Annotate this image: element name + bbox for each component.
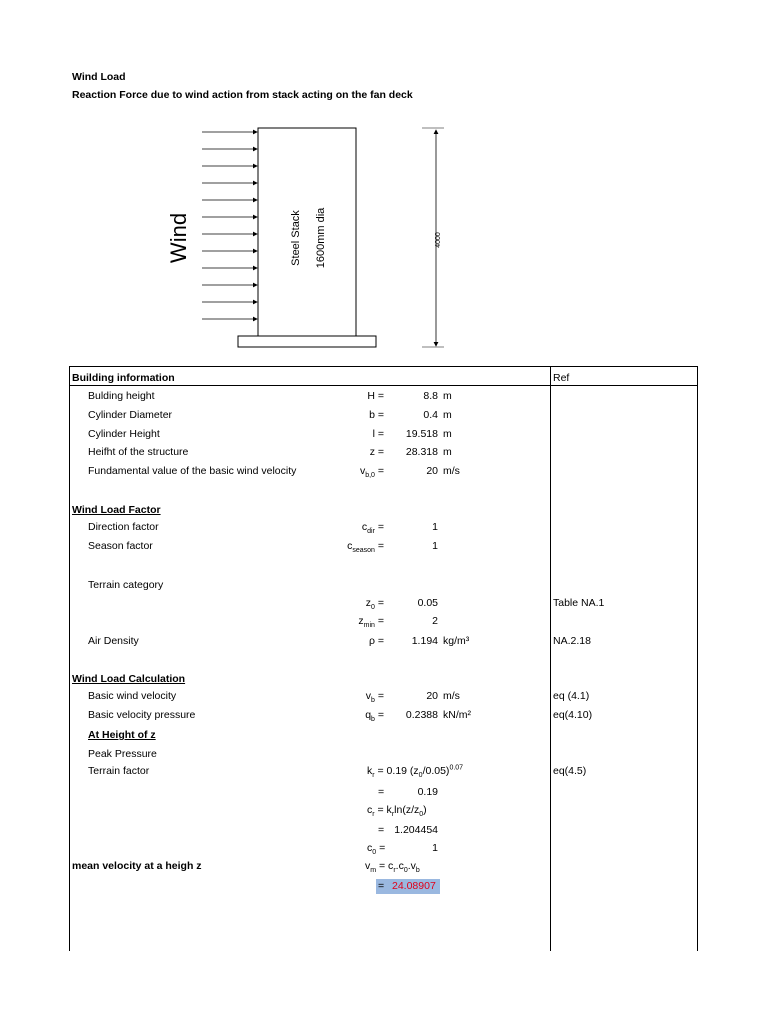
formula-cr: $c_r = k_r\ln(z/z_0)$ <box>367 804 427 819</box>
ref-air-density: NA.2.18 <box>553 635 591 647</box>
sym-l: l = <box>372 428 384 440</box>
label-building-height: Bulding height <box>88 390 155 402</box>
table-left-border <box>69 366 70 951</box>
stack-diagram <box>140 112 456 356</box>
page-title: Wind Load <box>72 71 126 83</box>
unit-building-height: m <box>443 390 452 402</box>
subsection-at-height-z: At Height of z <box>88 729 156 741</box>
label-mean-velocity: mean velocity at a heigh z <box>72 860 202 872</box>
stack-body <box>258 128 356 336</box>
wind-label: Wind <box>166 212 191 264</box>
unit-vb0: m/s <box>443 465 460 477</box>
sym-vb0: $v_{b,0}$ = <box>359 465 384 480</box>
value-vb: 20 <box>426 690 438 702</box>
stack-base <box>238 336 376 347</box>
section-wind-load-factor: Wind Load Factor <box>72 504 161 516</box>
unit-cylinder-height: m <box>443 428 452 440</box>
value-zmin: 2 <box>432 615 438 627</box>
ref-kr: eq(4.5) <box>553 765 587 777</box>
label-direction-factor: Direction factor <box>88 521 159 533</box>
label-terrain-factor: Terrain factor <box>88 765 150 777</box>
wind-arrows <box>202 132 257 319</box>
label-structure-height: Heifht of the structure <box>88 446 189 458</box>
value-cr: 1.204454 <box>394 824 438 836</box>
stack-diagram-svg <box>140 112 456 356</box>
sym-z: z = <box>369 446 384 458</box>
sym-z0: $z_0$ = <box>365 597 384 612</box>
value-cdir: 1 <box>432 521 438 533</box>
sym-rho: ρ = <box>368 635 384 647</box>
ref-column-header: Ref <box>553 372 570 384</box>
unit-structure-height: m <box>443 446 452 458</box>
sym-H: H = <box>367 390 384 402</box>
stack-diameter-label: 1600mm dia <box>315 207 327 269</box>
eq-sign-kr: = <box>378 786 385 798</box>
value-c0: 1 <box>432 842 438 854</box>
value-air-density: 1.194 <box>411 635 438 647</box>
value-cseason: 1 <box>432 540 438 552</box>
table-header-border <box>69 385 698 386</box>
label-terrain-category: Terrain category <box>88 579 164 591</box>
unit-vb: m/s <box>443 690 460 702</box>
section-building-information: Building information <box>72 372 175 384</box>
unit-air-density: kg/m³ <box>443 635 470 647</box>
sym-cseason: $c_{season}$ = <box>347 540 384 555</box>
label-basic-velocity-pressure: Basic velocity pressure <box>88 709 196 721</box>
value-z0: 0.05 <box>417 597 438 609</box>
ref-vb: eq (4.1) <box>553 690 590 702</box>
value-vm: 24.08907 <box>392 880 436 892</box>
value-kr: 0.19 <box>417 786 438 798</box>
label-cylinder-height: Cylinder Height <box>88 428 160 440</box>
sym-vb: $v_b$ = <box>365 690 384 705</box>
table-top-border <box>69 366 698 367</box>
sym-b: b = <box>369 409 384 421</box>
sym-zmin: $z_{min}$ = <box>358 615 384 630</box>
ref-qb: eq(4.10) <box>553 709 593 721</box>
label-air-density: Air Density <box>88 635 139 647</box>
label-peak-pressure: Peak Pressure <box>88 748 157 760</box>
formula-kr: $k_r = 0.19$ $(z_0/0.05)^{0.07}$ <box>367 764 464 780</box>
value-cylinder-height: 19.518 <box>405 428 438 440</box>
eq-sign-vm: = <box>378 880 385 892</box>
value-structure-height: 28.318 <box>405 446 438 458</box>
label-cylinder-diameter: Cylinder Diameter <box>88 409 173 421</box>
result-cell <box>376 879 440 894</box>
table-ref-divider <box>550 366 551 951</box>
ref-z0: Table NA.1 <box>553 597 605 609</box>
value-building-height: 8.8 <box>423 390 438 402</box>
table-right-border <box>697 366 698 951</box>
stack-label: Steel Stack <box>290 210 302 266</box>
formula-vm: $v_m = c_r.c_0.v_b$ <box>365 860 420 875</box>
eq-sign-cr: = <box>378 824 385 836</box>
sym-cdir: $c_{dir}$ = <box>361 521 384 536</box>
sym-c0: $c_0$ = <box>367 842 386 857</box>
value-vb0: 20 <box>426 465 438 477</box>
sym-qb: $q_b$ = <box>365 709 384 724</box>
unit-cylinder-diameter: m <box>443 409 452 421</box>
height-label: 4000 <box>435 232 442 248</box>
label-season-factor: Season factor <box>88 540 153 552</box>
section-wind-load-calculation: Wind Load Calculation <box>72 673 186 685</box>
label-basic-wind-velocity-fundamental: Fundamental value of the basic wind velocity <box>88 465 297 477</box>
value-qb: 0.2388 <box>405 709 438 721</box>
label-basic-wind-velocity: Basic wind velocity <box>88 690 177 702</box>
value-cylinder-diameter: 0.4 <box>423 409 438 421</box>
page-subtitle: Reaction Force due to wind action from stack acting on the fan deck <box>72 89 413 101</box>
unit-qb: kN/m² <box>443 709 471 721</box>
